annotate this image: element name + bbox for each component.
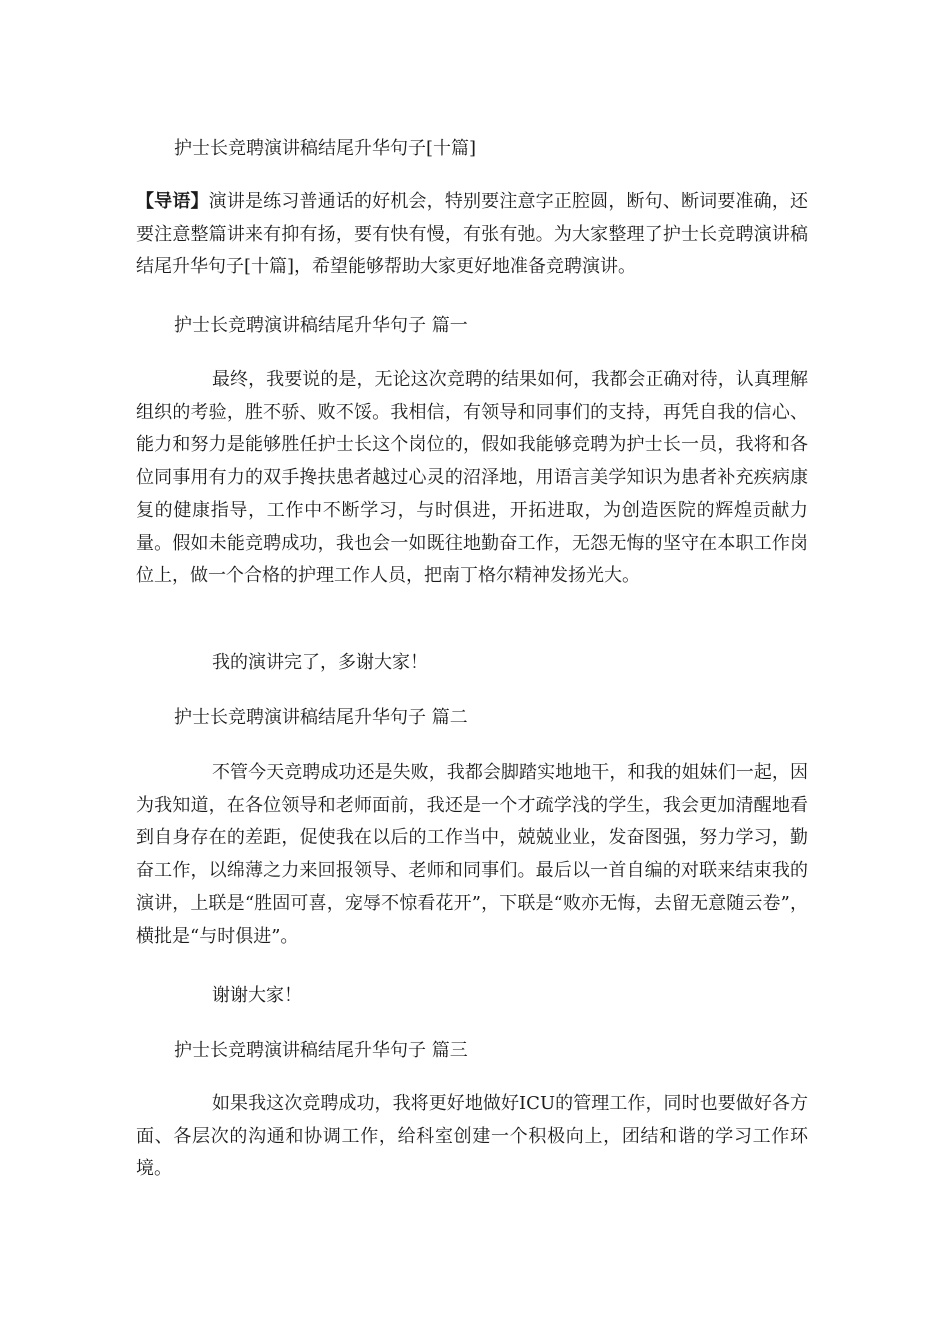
- section-body-2: 不管今天竞聘成功还是失败，我都会脚踏实地地干，和我的姐妹们一起，因为我知道，在各位领导和老师面前，我还是一个才疏学浅的学生，我会更加清醒地看到自身存在的差距，促使我在以后的工作当中，兢兢业业，发奋图强，努力学习，勤奋工作，以绵薄之力来回报领导、老师和同事们。最后以一首自编的对联来结束我的演讲，上联是“胜固可喜，宠辱不惊看花开”，下联是“败亦无悔，去留无意随云卷”，横批是“与时俱进”。: [136, 762, 808, 947]
- intro-tag: 【导语】: [136, 191, 209, 212]
- section-closing-1: 我的演讲完了，多谢大家！: [212, 652, 428, 673]
- section-body-3: 如果我这次竞聘成功，我将更好地做好ICU的管理工作，同时也要做好各方面、各层次的沟通和协调工作，给科室创建一个积极向上，团结和谐的学习工作环境。: [136, 1093, 808, 1180]
- section-body-1: 最终，我要说的是，无论这次竞聘的结果如何，我都会正确对待，认真理解组织的考验，胜不骄、败不馁。我相信，有领导和同事们的支持，再凭自我的信心、能力和努力是能够胜任护士长这个岗位的，假如我能够竞聘为护士长一员，我将和各位同事用有力的双手搀扶患者越过心灵的沼泽地，用语言美学知识为患者补充疾病康复的健康指导，工作中不断学习，与时俱进，开拓进取，为创造医院的辉煌贡献力量。假如未能竞聘成功，我也会一如既往地勤奋工作，无怨无悔的坚守在本职工作岗位上，做一个合格的护理工作人员，把南丁格尔精神发扬光大。: [136, 369, 808, 587]
- section-closing-2: 谢谢大家！: [212, 985, 302, 1006]
- intro-paragraph: [136, 186, 808, 284]
- intro-text: 演讲是练习普通话的好机会，特别要注意字正腔圆，断句、断词要准确，还要注意整篇讲来有抑有扬，要有快有慢，有张有弛。为大家整理了护士长竞聘演讲稿结尾升华句子[十篇]，希望能够帮助大家更好地准备竞聘演讲。: [136, 191, 809, 278]
- section-heading-2: 护士长竞聘演讲稿结尾升华句子 篇二: [174, 707, 468, 728]
- section-heading-1: 护士长竞聘演讲稿结尾升华句子 篇一: [174, 315, 468, 336]
- document-title: 护士长竞聘演讲稿结尾升华句子[十篇]: [174, 138, 477, 159]
- section-heading-3: 护士长竞聘演讲稿结尾升华句子 篇三: [174, 1040, 468, 1061]
